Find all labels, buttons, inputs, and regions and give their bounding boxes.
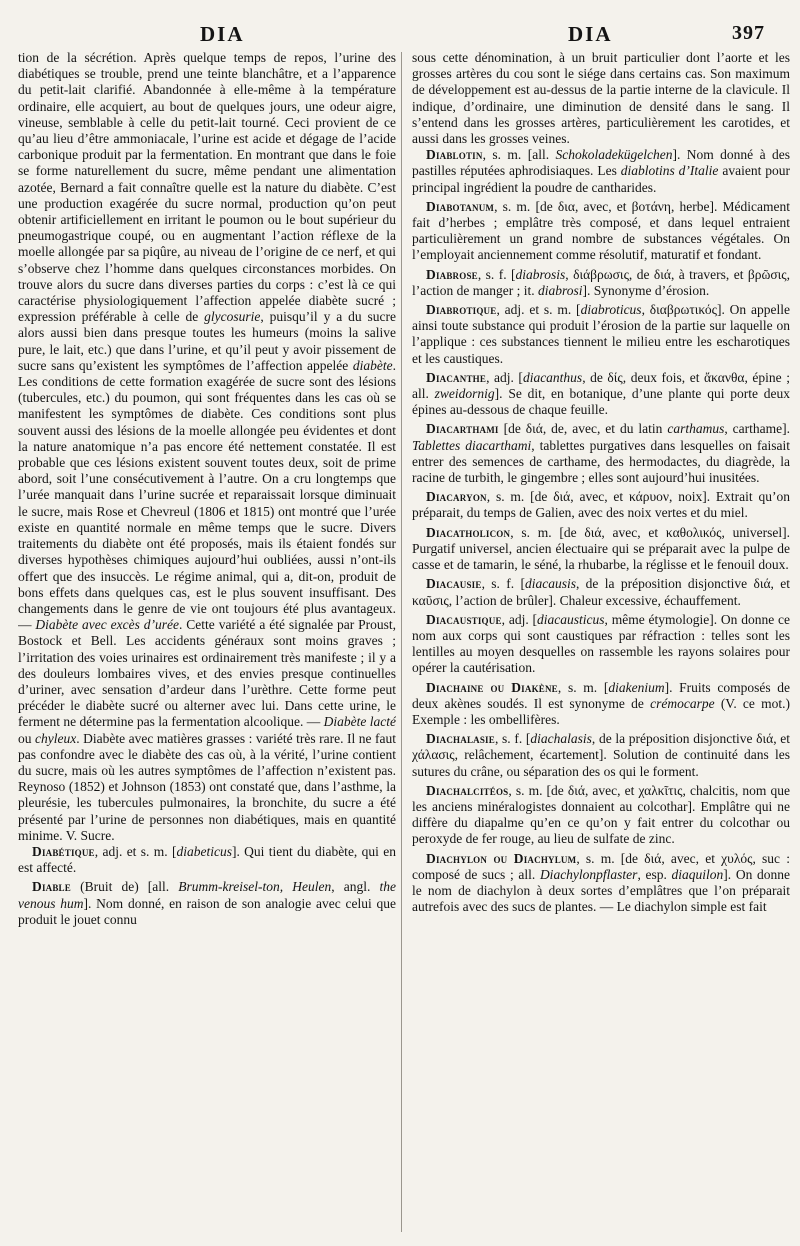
entry-text: diablotins d’Italie: [620, 163, 719, 179]
column-left: [18, 50, 396, 1235]
dictionary-entry: [412, 302, 790, 367]
dictionary-entry: [412, 612, 790, 677]
entry-headword: Diabrose: [426, 266, 478, 282]
dictionary-entry: [412, 576, 790, 608]
entry-text: diacausis: [524, 576, 576, 592]
dictionary-entry: [412, 147, 790, 196]
entry-text: , de δίς, deux fois, et ἄκανθα, épine ; all.: [412, 369, 790, 402]
running-header-right: DIA: [568, 22, 613, 46]
entry-headword: Diacarthami: [426, 421, 499, 437]
entry-text: , διαβρωτικός]. On appelle ainsi toute substance qui produit l’érosion de la partie sur laquelle on l’applique : ces substances tiennent le milieu entre les escharotiques et les caustiques.: [412, 302, 790, 366]
entry-headword: Diachylon ou Diachylum: [426, 850, 577, 866]
dictionary-entry: [412, 783, 790, 848]
entry-text: , adj. [: [501, 611, 538, 627]
entry-text: ]. On donne le nom de diachylon à deux sortes d’emplâtres que l’on préparait autrefois avec des sucs de plantes. — Le diachylon simple est fait: [412, 866, 790, 915]
entry-text: , adj. [: [486, 369, 523, 385]
entry-text: , διάβρωσις, de διά, à travers, et βρῶσις, l’action de manger ; it.: [412, 266, 790, 298]
entry-text: , de la préposition disjonctive διά, et καῦσις, l’action de brûler]. Chaleur excessive, échauffement.: [412, 576, 790, 608]
entry-text: ]. Se dit, en botanique, d’une plante qui porte deux épines au-dessous de chaque feuille.: [412, 386, 790, 418]
entry-text: diabroticus: [580, 302, 642, 318]
entry-headword: Diacaustique: [426, 611, 502, 627]
entry-text: ]. Synonyme d’érosion.: [582, 282, 710, 298]
dictionary-entry: [412, 199, 790, 264]
dictionary-entry: [412, 525, 790, 574]
entry-text: , s. m. [de διά, avec, et χαλκῖτις, chalcitis, nom que les anciens minéralogistes donnaient au colcothar]. Emplâtre qui ne diffère du diapalme qu’en ce qu’on y fait entrer du colcothar ou peroxyde de fer rouge, au lieu de sulfate de zinc.: [412, 782, 790, 847]
entry-text: diacanthus: [522, 369, 583, 385]
dictionary-entry: [412, 489, 790, 521]
entry-text: ]. Nom donné à des pastilles réputées aphrodisiaques. Les: [412, 147, 790, 179]
diable-article-continuation: sous cette dénomination, à un bruit particulier dont l’aorte et les grosses artères du cou sont le siége dans certains cas. Son maximum de développement est au-dessus de la partie interne de la clavicule. Il indique, d’ordinaire, une diminution de densité dans le sang. Il s’entend dans les grosses artères, particulièrement les carotides, et aussi dans les grosses veines.: [412, 50, 790, 147]
entry-text: Tablettes diacarthami: [412, 437, 532, 453]
dictionary-entry: [412, 680, 790, 729]
entry-text: , esp.: [637, 866, 672, 882]
entry-text: , adj. et s. m. [: [496, 302, 581, 318]
entry-text: Diachylonpflaster: [539, 866, 638, 882]
entry-text: diachalasis: [530, 731, 592, 747]
entry-text: (V. ce mot.) Exemple : les ombellifères.: [412, 695, 790, 727]
entry-text: zweidornig: [434, 386, 495, 402]
dictionary-entry: [412, 851, 790, 916]
dictionary-entry: [412, 370, 790, 419]
entry-text: [de διά, de, avec, et du latin: [498, 421, 668, 437]
entry-text: diaquilon: [671, 866, 724, 882]
page-number: 397: [732, 22, 765, 44]
entry-headword: Diabotanum: [426, 198, 495, 214]
dictionary-entry: [412, 731, 790, 780]
column-right: [412, 50, 790, 1235]
entry-text: diabrosis: [515, 266, 566, 282]
entry-text: , s. m. [de διά, avec, et καθολικός, universel]. Purgatif universel, ancien électuaire qui se préparait avec la pulpe de casse et de tamarin, le séné, la rhubarbe, la réglisse et le fenouil doux.: [412, 524, 790, 573]
entry-text: , de la préposition disjonctive διά, et χάλασις, relâchement, écartement]. Solution de continuité dans les sutures du crâne, ou séparation des os qui le forment.: [412, 731, 790, 779]
dictionary-entries: [412, 147, 790, 915]
entry-text: , s. m. [de δια, avec, et βοτάνη, herbe]. Médicament fait d’herbes ; emplâtre très composé, et dans lequel entraient particulièrement un grand nombre de substances végétales. On l’employait anciennement comme résolutif, maturatif et fondant.: [412, 198, 790, 263]
entry-text: , s. m. [de διά, avec, et χυλός, suc : composé de sucs ; all.: [412, 850, 790, 882]
running-header-left: DIA: [200, 22, 245, 46]
entry-text: diacausticus: [537, 611, 605, 627]
entry-text: , s. m. [de διά, avec, et κάρυον, noix]. Extrait qu’on préparait, du temps de Galien, avec des noix vertes et du miel.: [412, 489, 790, 521]
entry-text: , même étymologie]. On donne ce nom aux corps qui sont caustiques par réfraction : telles sont les lentilles au moyen desquelles on rassemble les rayons solaires pour opérer la cautérisation.: [412, 611, 790, 676]
entry-text: avaient pour principal ingrédient la poudre de cantharides.: [412, 163, 790, 195]
entry-text: , s. f. [: [477, 266, 516, 282]
entry-text: , s. m. [: [557, 679, 609, 695]
entry-headword: Diachalasie: [426, 731, 495, 747]
diabete-article-continuation: tion de la sécrétion. Après quelque temps de repos, l’urine des diabétiques se trouble, prend une teinte blanchâtre, et a l’apparence du petit-lait clarifié. Abandonnée à elle-même à la température ordinaire, elle acquiert, au bout de quelques jours, une odeur aigre, vineuse, semblable à celle du petit-lait tourné. Ceci provient de ce qu’au lieu d’être ammoniacale, l’urine est acide et dégage de l’acide carbonique produit par la fermentation. En montrant que dans le foie se forme naturellement du sucre, même pendant une alimentation azotée, Bernard a fait connaître quelle est la nature du diabète. C’est une production exagérée du sucre normal, production qu’on peut obtenir artificiellement en irritant le poumon ou le bout supérieur du pneumogastrique coupé, ou en augmentant l’action réflexe de la moelle allongée par sa piqûre, au niveau de l’origine de ce nerf, et qui s’observe chez l’homme dans quelques circonstances morbides. On trouve alors du sucre dans diverses parties du corps : c’est là ce qui caractérise physiologiquement l’affection appelée diabète sucré ; expression préférable à celle de glycosurie, puisqu’il y a du sucre alors aussi bien dans presque toutes les humeurs (moins la salive pure, le lait, etc.) que dans l’urine, et qu’il peut y avoir pissement de sucre sans qu’existent les symptômes de l’affection appelée diabète. Les conditions de cette formation exagérée de sucre sont des lésions (tubercules, etc.) du poumon, qui sont fréquentes dans les cas où se manifestent les symptômes de diabète. Ces conditions sont plus souvent aussi des lésions de la moelle allongée peu évidentes et dont la nature anatomique n’a pas encore été nettement constatée. Il est probable que ces lésions existent souvent toutes deux, soit de prime abord, soit l’une consécutivement à l’autre. On a cru longtemps que l’urée manquait dans l’urine sucrée et reparaissait lorsque diminuait le sucre, mais Rose et Chevreul (1806 et 1815) ont montré que l’urée existe en quantité normale en même temps que le sucre. Divers traitements du diabète ont été proposés, mais ils étaient fondés sur diverses hypothèses chimiques aujourd’hui oubliées, aussi n’ont-ils offert que des insuccès. Le régime animal, qui a, dit-on, produit de bons effets dans quelques cas, est le plus souvent insuffisant. Des changements dans le genre de vie ont toujours été plus avantageux. — Diabète avec excès d’urée. Cette variété a été signalée par Proust, Bostock et Bell. Les accidents généraux sont moins graves ; l’irritation des voies urinaires est ordinairement très manifeste ; il y a des douleurs lombaires vives, et des envies presque continuelles d’uriner, avec sensation d’ardeur dans l’urèthre. Cette forme peut précéder le diabète sucré ou alterner avec lui. Dans cette urine, le ferment ne détermine pas la fermentation alcoolique. — Diabète lacté ou chyleux. Diabète avec matières grasses : variété très rare. Il ne faut pas confondre avec le diabète des cas où, à la vérité, l’urine contient du sucre, mais où les autres symptômes de l’affection n’existent pas. Reynoso (1852) et Johnson (1853) ont constaté que, dans l’asthme, la pleurésie, les tubercules pulmonaires, la bronchite, du sucre a été présenté par l’urine de personnes non diabétiques, mais en quantité minime. V. Sucre.: [18, 50, 396, 843]
entry-text: carthamus: [667, 421, 725, 437]
entry-diabetique: Diabétique, adj. et s. m. [diabeticus]. Qui tient du diabète, qui en est affecté.: [18, 843, 396, 876]
entry-headword: Diacatholicon: [426, 524, 511, 540]
entry-headword: Diachalcitéos: [426, 782, 509, 798]
entry-text: ]. Fruits composés de deux akènes soudés. Il est synonyme de: [412, 679, 790, 711]
entry-text: , s. f. [: [494, 731, 531, 747]
entry-text: , carthame].: [724, 421, 790, 437]
entry-text: crémocarpe: [650, 695, 715, 711]
entry-text: , s. m. [all.: [482, 147, 556, 163]
entry-headword: Diabrotique: [426, 302, 497, 318]
entry-headword: Diablotin: [426, 147, 483, 163]
entry-headword: Diacausie: [426, 576, 482, 592]
entry-text: diakenium: [608, 679, 665, 695]
entry-text: , tablettes purgatives dans lesquelles on faisait entrer des semences de carthame, des hermodactes, du diagrède, la racine de turbith, le gingembre ; elles sont aujourd’hui inusitées.: [412, 437, 790, 486]
entry-diable: Diable (Bruit de) [all. Brumm-kreisel-ton, Heulen, angl. the venous hum]. Nom donné, en raison de son analogie avec celui que produit le jouet connu: [18, 879, 396, 927]
column-divider: [401, 52, 402, 1232]
dictionary-entry: [412, 267, 790, 299]
entry-headword: Diacaryon: [426, 489, 487, 505]
entry-headword: Diacanthe: [426, 369, 487, 385]
dictionary-entry: [412, 421, 790, 486]
entry-text: Schokoladekügelchen: [555, 147, 673, 163]
entry-text: diabrosi: [537, 282, 583, 298]
entry-headword: Diachaine ou Diakène: [426, 679, 558, 695]
entry-text: , s. f. [: [481, 576, 525, 592]
